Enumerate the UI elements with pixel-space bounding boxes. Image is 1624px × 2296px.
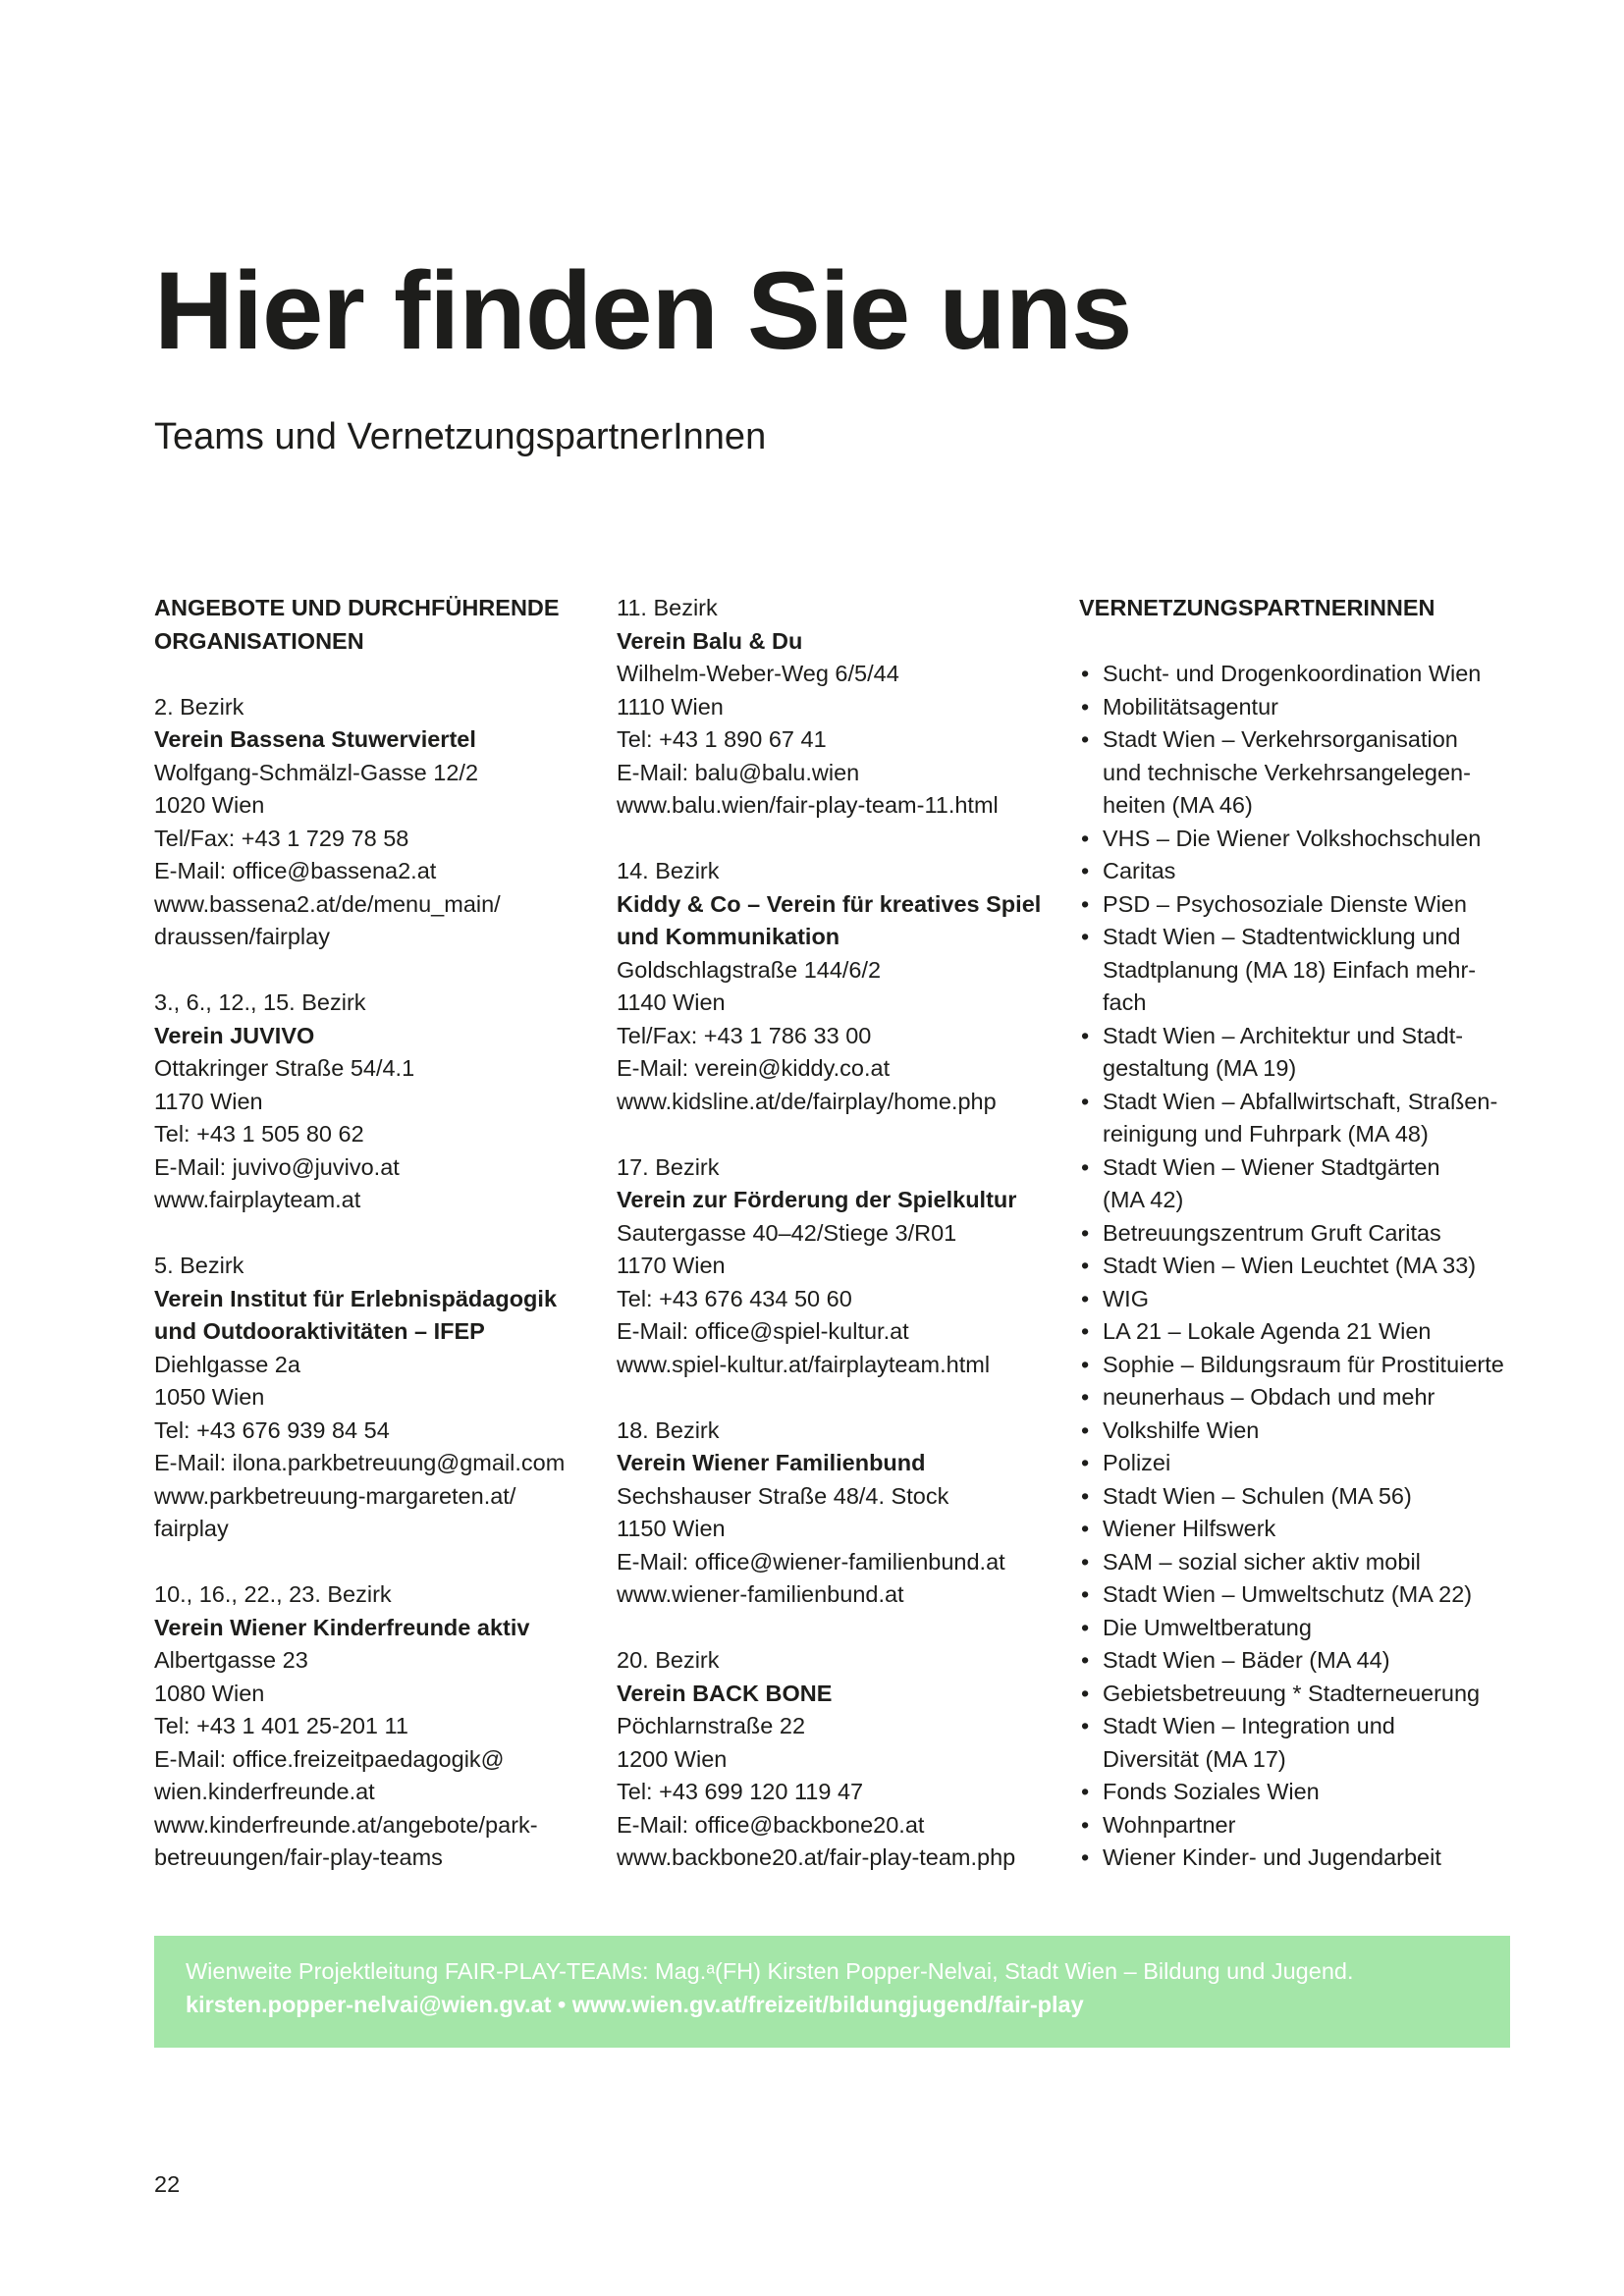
partner-name: Stadt Wien – Wien Leuchtet (MA 33) (1103, 1253, 1477, 1278)
organisation-detail: 1170 Wien (154, 1088, 263, 1114)
bullet-icon: • (1081, 1811, 1090, 1838)
organisation-name: und Outdooraktivitäten – IFEP (154, 1318, 485, 1344)
partner-item (1079, 888, 1531, 922)
organisation-detail: Sautergasse 40–42/Stiege 3/R01 (617, 1219, 957, 1246)
district-label: 18. Bezirk (617, 1416, 720, 1443)
organisation-detail: Ottakringer Straße 54/4.1 (154, 1055, 415, 1081)
partner-name: fach (1103, 989, 1147, 1015)
partner-name: Stadt Wien – Abfallwirtschaft, Straßen- (1103, 1088, 1498, 1114)
partner-name: Polizei (1103, 1450, 1171, 1475)
partner-name: Gebietsbetreuung * Stadterneuerung (1103, 1680, 1481, 1706)
organisation-detail: 1140 Wien (617, 989, 726, 1015)
partner-item (1079, 1513, 1531, 1546)
partner-name: (MA 42) (1103, 1187, 1184, 1212)
organisation-detail: Sechshauser Straße 48/4. Stock (617, 1482, 949, 1509)
organisation-name: Verein JUVIVO (154, 1022, 315, 1048)
bullet-icon: • (1081, 661, 1090, 686)
organisation-detail: betreuungen/fair-play-teams (154, 1844, 443, 1870)
partner-item (1079, 1480, 1531, 1514)
organisation-detail: Tel/Fax: +43 1 786 33 00 (617, 1022, 872, 1048)
partner-name: Betreuungszentrum Gruft Caritas (1103, 1219, 1441, 1246)
partner-name: und technische Verkehrsangelegen- (1103, 759, 1471, 785)
organisation-entry (617, 592, 1058, 823)
organisation-detail: 1050 Wien (154, 1384, 265, 1410)
organisation-entry (154, 691, 586, 954)
organisation-detail: E-Mail: office@backbone20.at (617, 1811, 925, 1838)
bullet-icon: • (1081, 1351, 1090, 1377)
organisation-detail: draussen/fairplay (154, 924, 330, 949)
bullet-icon: • (1081, 1088, 1090, 1114)
partner-name: Stadt Wien – Verkehrsorganisation (1103, 726, 1458, 752)
bullet-icon: • (1081, 1022, 1090, 1048)
organisation-entry (154, 1250, 586, 1546)
partner-item (1079, 1842, 1531, 1875)
section-heading-line: ANGEBOTE UND DURCHFÜHRENDE (154, 595, 560, 620)
organisation-detail: Albertgasse 23 (154, 1647, 308, 1673)
organisation-detail: E-Mail: office@bassena2.at (154, 858, 437, 883)
organisation-entry (617, 1415, 1058, 1612)
bullet-icon: • (1081, 693, 1090, 720)
organisation-name: Verein Wiener Familienbund (617, 1450, 926, 1475)
partner-item (1079, 1678, 1531, 1711)
project-lead-text: Wienweite Projektleitung FAIR-PLAY-TEAMs: Mag.ᵃ(FH) Kirsten Popper-Nelvai, Stadt Wien – Bildung und Jugend. (186, 1958, 1354, 1984)
district-label: 14. Bezirk (617, 858, 720, 883)
partners-list (1079, 658, 1531, 1875)
partner-item (1079, 658, 1531, 691)
partner-name: Stadt Wien – Integration und (1103, 1713, 1395, 1738)
organisation-detail: 1080 Wien (154, 1680, 265, 1706)
section-heading (154, 592, 586, 658)
organisations-column-left (154, 592, 586, 1907)
bullet-icon: • (1081, 1253, 1090, 1278)
organisation-detail: www.kidsline.at/de/fairplay/home.php (617, 1088, 997, 1114)
partner-name: Wiener Hilfswerk (1103, 1516, 1276, 1541)
organisation-detail: Tel: +43 1 505 80 62 (154, 1121, 364, 1147)
organisation-detail: Goldschlagstraße 144/6/2 (617, 956, 882, 983)
district-label: 3., 6., 12., 15. Bezirk (154, 989, 366, 1015)
organisation-detail: www.spiel-kultur.at/fairplayteam.html (617, 1351, 991, 1377)
organisation-detail: www.balu.wien/fair-play-team-11.html (617, 792, 999, 818)
organisation-name: Verein Bassena Stuwerviertel (154, 726, 476, 752)
partner-name: Die Umweltberatung (1103, 1614, 1312, 1640)
bullet-icon: • (1081, 1548, 1090, 1575)
project-lead-links: kirsten.popper-nelvai@wien.gv.at • www.wien.gv.at/freizeit/bildungjugend/fair-play (186, 1991, 1084, 2017)
partner-item (1079, 1612, 1531, 1645)
bullet-icon: • (1081, 1614, 1090, 1640)
page-number: 22 (154, 2171, 181, 2197)
organisation-entry (154, 1578, 586, 1875)
partner-item (1079, 1315, 1531, 1349)
partner-item (1079, 1283, 1531, 1316)
partner-item (1079, 1020, 1531, 1086)
organisation-detail: 1170 Wien (617, 1253, 726, 1278)
district-label: 17. Bezirk (617, 1153, 720, 1180)
partner-name: Caritas (1103, 858, 1176, 883)
organisation-name: Verein BACK BONE (617, 1680, 833, 1706)
page-title: Hier finden Sie uns (154, 249, 1132, 372)
partner-name: Wohnpartner (1103, 1811, 1236, 1838)
partner-item (1079, 823, 1531, 856)
partner-name: Stadt Wien – Wiener Stadtgärten (1103, 1153, 1440, 1180)
partners-heading: VERNETZUNGSPARTNERINNEN (1079, 595, 1435, 620)
bullet-icon: • (1081, 1482, 1090, 1509)
bullet-icon: • (1081, 858, 1090, 883)
organisation-detail: Tel: +43 676 434 50 60 (617, 1285, 852, 1311)
district-label: 5. Bezirk (154, 1253, 244, 1278)
organisation-detail: 1020 Wien (154, 792, 265, 818)
bullet-icon: • (1081, 1416, 1090, 1443)
organisation-entry (617, 855, 1058, 1118)
bullet-icon: • (1081, 1153, 1090, 1180)
partner-item (1079, 1381, 1531, 1415)
partner-item (1079, 1578, 1531, 1612)
organisation-detail: www.kinderfreunde.at/angebote/park- (154, 1811, 538, 1838)
organisation-name: Verein zur Förderung der Spielkultur (617, 1187, 1017, 1212)
partner-name: Stadt Wien – Schulen (MA 56) (1103, 1482, 1412, 1509)
partner-name: Stadt Wien – Architektur und Stadt- (1103, 1022, 1464, 1048)
partner-item (1079, 1151, 1531, 1217)
organisation-name: Verein Wiener Kinderfreunde aktiv (154, 1614, 530, 1640)
partner-name: WIG (1103, 1285, 1149, 1311)
partner-item (1079, 1776, 1531, 1809)
organisation-detail: www.parkbetreuung-margareten.at/ (154, 1482, 516, 1509)
organisation-detail: 1110 Wien (617, 693, 724, 720)
bullet-icon: • (1081, 1779, 1090, 1804)
district-label: 20. Bezirk (617, 1647, 720, 1673)
bullet-icon: • (1081, 1285, 1090, 1311)
bullet-icon: • (1081, 1318, 1090, 1344)
organisation-entry (617, 1151, 1058, 1382)
organisation-detail: E-Mail: ilona.parkbetreuung@gmail.com (154, 1450, 566, 1475)
organisation-detail: www.backbone20.at/fair-play-team.php (617, 1844, 1016, 1870)
partner-item (1079, 1415, 1531, 1448)
organisation-detail: wien.kinderfreunde.at (154, 1779, 375, 1804)
organisation-detail: Pöchlarnstraße 22 (617, 1713, 806, 1738)
organisation-name: Verein Balu & Du (617, 627, 803, 654)
partner-name: reinigung und Fuhrpark (MA 48) (1103, 1121, 1429, 1147)
bullet-icon: • (1081, 1680, 1090, 1706)
partner-name: VHS – Die Wiener Volkshochschulen (1103, 825, 1482, 851)
bullet-icon: • (1081, 1581, 1090, 1607)
district-label: 11. Bezirk (617, 595, 718, 620)
partner-item (1079, 1349, 1531, 1382)
partner-name: Sophie – Bildungsraum für Prostituierte (1103, 1351, 1504, 1377)
partner-item (1079, 691, 1531, 724)
partner-name: Stadtplanung (MA 18) Einfach mehr- (1103, 956, 1477, 983)
partner-name: gestaltung (MA 19) (1103, 1055, 1297, 1081)
bullet-icon: • (1081, 726, 1090, 752)
partner-name: heiten (MA 46) (1103, 792, 1253, 818)
organisation-detail: www.fairplayteam.at (154, 1187, 361, 1212)
partner-name: Volkshilfe Wien (1103, 1416, 1260, 1443)
organisation-detail: Wilhelm-Weber-Weg 6/5/44 (617, 661, 899, 686)
organisation-detail: fairplay (154, 1516, 229, 1541)
partner-item (1079, 1809, 1531, 1842)
organisation-detail: www.wiener-familienbund.at (617, 1581, 904, 1607)
partners-column (1079, 592, 1531, 1875)
organisation-detail: E-Mail: verein@kiddy.co.at (617, 1055, 891, 1081)
bullet-icon: • (1081, 924, 1090, 949)
bullet-icon: • (1081, 1450, 1090, 1475)
partner-item (1079, 921, 1531, 1020)
bullet-icon: • (1081, 825, 1090, 851)
partner-item (1079, 1710, 1531, 1776)
partner-name: Wiener Kinder- und Jugendarbeit (1103, 1844, 1441, 1870)
partner-item (1079, 1250, 1531, 1283)
organisation-detail: Tel: +43 1 401 25-201 11 (154, 1713, 408, 1738)
partners-heading-block (1079, 592, 1531, 625)
partner-item (1079, 855, 1531, 888)
organisation-name: Kiddy & Co – Verein für kreatives Spiel (617, 890, 1042, 917)
partner-name: Stadt Wien – Bäder (MA 44) (1103, 1647, 1390, 1673)
bullet-icon: • (1081, 1647, 1090, 1673)
bullet-icon: • (1081, 1219, 1090, 1246)
partner-item (1079, 1086, 1531, 1151)
partner-name: Fonds Soziales Wien (1103, 1779, 1320, 1804)
organisation-name: und Kommunikation (617, 924, 840, 949)
organisation-detail: E-Mail: balu@balu.wien (617, 759, 860, 785)
project-lead-box (154, 1936, 1510, 2048)
organisation-detail: E-Mail: office@spiel-kultur.at (617, 1318, 909, 1344)
partner-name: Diversität (MA 17) (1103, 1745, 1286, 1772)
bullet-icon: • (1081, 1844, 1090, 1870)
page-subtitle: Teams und VernetzungspartnerInnen (154, 416, 767, 457)
organisation-detail: Diehlgasse 2a (154, 1351, 300, 1377)
organisation-entry (617, 1644, 1058, 1875)
district-label: 10., 16., 22., 23. Bezirk (154, 1581, 392, 1607)
organisation-detail: Wolfgang-Schmälzl-Gasse 12/2 (154, 759, 479, 785)
organisation-detail: Tel: +43 1 890 67 41 (617, 726, 827, 752)
partner-name: Mobilitätsagentur (1103, 693, 1278, 720)
organisation-name: Verein Institut für Erlebnispädagogik (154, 1285, 558, 1311)
bullet-icon: • (1081, 1384, 1090, 1410)
bullet-icon: • (1081, 1713, 1090, 1738)
organisation-entry (154, 987, 586, 1217)
partner-item (1079, 1217, 1531, 1251)
organisation-detail: E-Mail: office@wiener-familienbund.at (617, 1548, 1005, 1575)
partner-name: PSD – Psychosoziale Dienste Wien (1103, 890, 1467, 917)
organisations-column-middle (617, 592, 1058, 1907)
organisation-detail: www.bassena2.at/de/menu_main/ (154, 890, 501, 917)
partner-item (1079, 723, 1531, 823)
organisation-detail: Tel: +43 699 120 119 47 (617, 1779, 864, 1804)
bullet-icon: • (1081, 1516, 1090, 1541)
partner-item (1079, 1546, 1531, 1579)
section-heading-line: ORGANISATIONEN (154, 627, 364, 654)
organisation-detail: 1150 Wien (617, 1516, 726, 1541)
organisation-detail: Tel: +43 676 939 84 54 (154, 1416, 390, 1443)
partner-name: Sucht- und Drogenkoordination Wien (1103, 661, 1482, 686)
partner-item (1079, 1644, 1531, 1678)
organisation-detail: 1200 Wien (617, 1745, 728, 1772)
organisation-detail: E-Mail: office.freizeitpaedagogik@ (154, 1745, 505, 1772)
district-label: 2. Bezirk (154, 693, 244, 720)
partner-name: LA 21 – Lokale Agenda 21 Wien (1103, 1318, 1432, 1344)
partner-name: neunerhaus – Obdach und mehr (1103, 1384, 1435, 1410)
bullet-icon: • (1081, 890, 1090, 917)
partner-name: Stadt Wien – Stadtentwicklung und (1103, 924, 1461, 949)
organisation-detail: E-Mail: juvivo@juvivo.at (154, 1153, 400, 1180)
organisation-detail: Tel/Fax: +43 1 729 78 58 (154, 825, 409, 851)
partner-name: SAM – sozial sicher aktiv mobil (1103, 1548, 1421, 1575)
partner-name: Stadt Wien – Umweltschutz (MA 22) (1103, 1581, 1473, 1607)
partner-item (1079, 1447, 1531, 1480)
